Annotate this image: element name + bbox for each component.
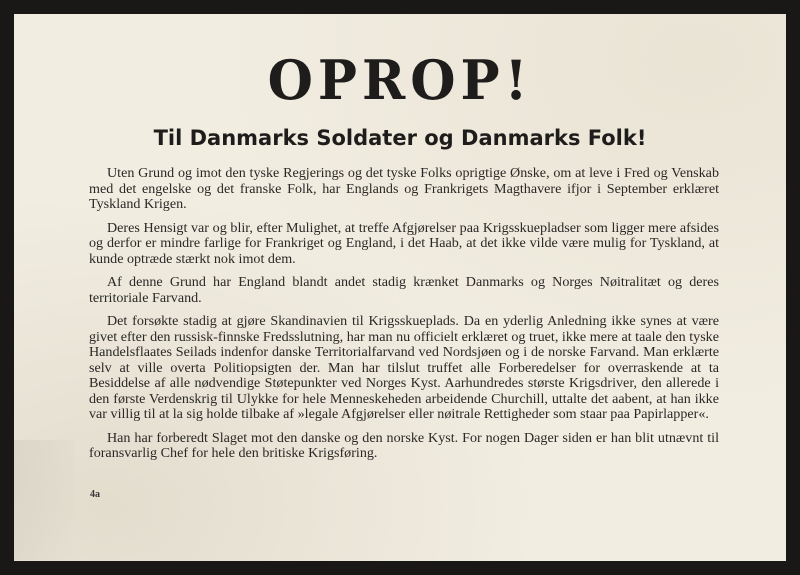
- paragraph-4: Det forsøkte stadig at gjøre Skandinavien til Krigsskueplads. Da en yderlig Anledning ikke synes at være givet efter den russisk-finnske Fredsslutning, har man nu officielt erklæret og truet, ikke mere at taale den tyske Handelsflaates Seilads indenfor danske Territorialfarvand ved Nordsjøen og i de norske Farvand. Man erklærte selv at ville overta Politiopsigten der. Man har tilslut truffet alle Forberedelser for overraskende at ta Besiddelse af alle nødvendige Støtepunkter ved Norges Kyst. Aarhundredes største Krigsdriver, den allerede i den første Verdenskrig til Ulykke for hele Menneskeheden arbeidende Churchill, uttalte det aabent, at han ikke var villig til at la sig holde tilbake af »legale Afgjørelser eller nøitrale Rettigheder som staar paa Papirlapper«.: [89, 313, 719, 422]
- paragraph-1: Uten Grund og imot den tyske Regjerings og det tyske Folks oprigtige Ønske, om at leve i Fred og Venskab med det engelske og det franske Folk, har Englands og Frankrigets Magthavere ifjor i September erklæret Tyskland Krigen.: [89, 165, 719, 212]
- paragraph-5: Han har forberedt Slaget mot den danske og den norske Kyst. For nogen Dager siden er han blit utnævnt til foransvarlig Chef for hele den britiske Krigsføring.: [89, 429, 719, 461]
- poster-body: [89, 166, 719, 470]
- paragraph-2: Deres Hensigt var og blir, efter Mulighet, at treffe Afgjørelser paa Krigsskuepladser som ligger mere afsides og derfor er mindre farlige for Frankriget og England, i det Haab, at det ikke vilde være mulig for Tyskland, at kunde optræde stærkt nok imot dem.: [89, 219, 719, 267]
- print-mark: 4a: [90, 489, 100, 500]
- paragraph-3: Af denne Grund har England blandt andet stadig krænket Danmarks og Norges Nøitralitæt og deres territoriale Farvand.: [89, 274, 719, 306]
- poster-subtitle: Til Danmarks Soldater og Danmarks Folk!: [153, 126, 647, 150]
- paper-fold-shadow: [14, 440, 74, 560]
- poster-title: OPROP!: [267, 48, 533, 113]
